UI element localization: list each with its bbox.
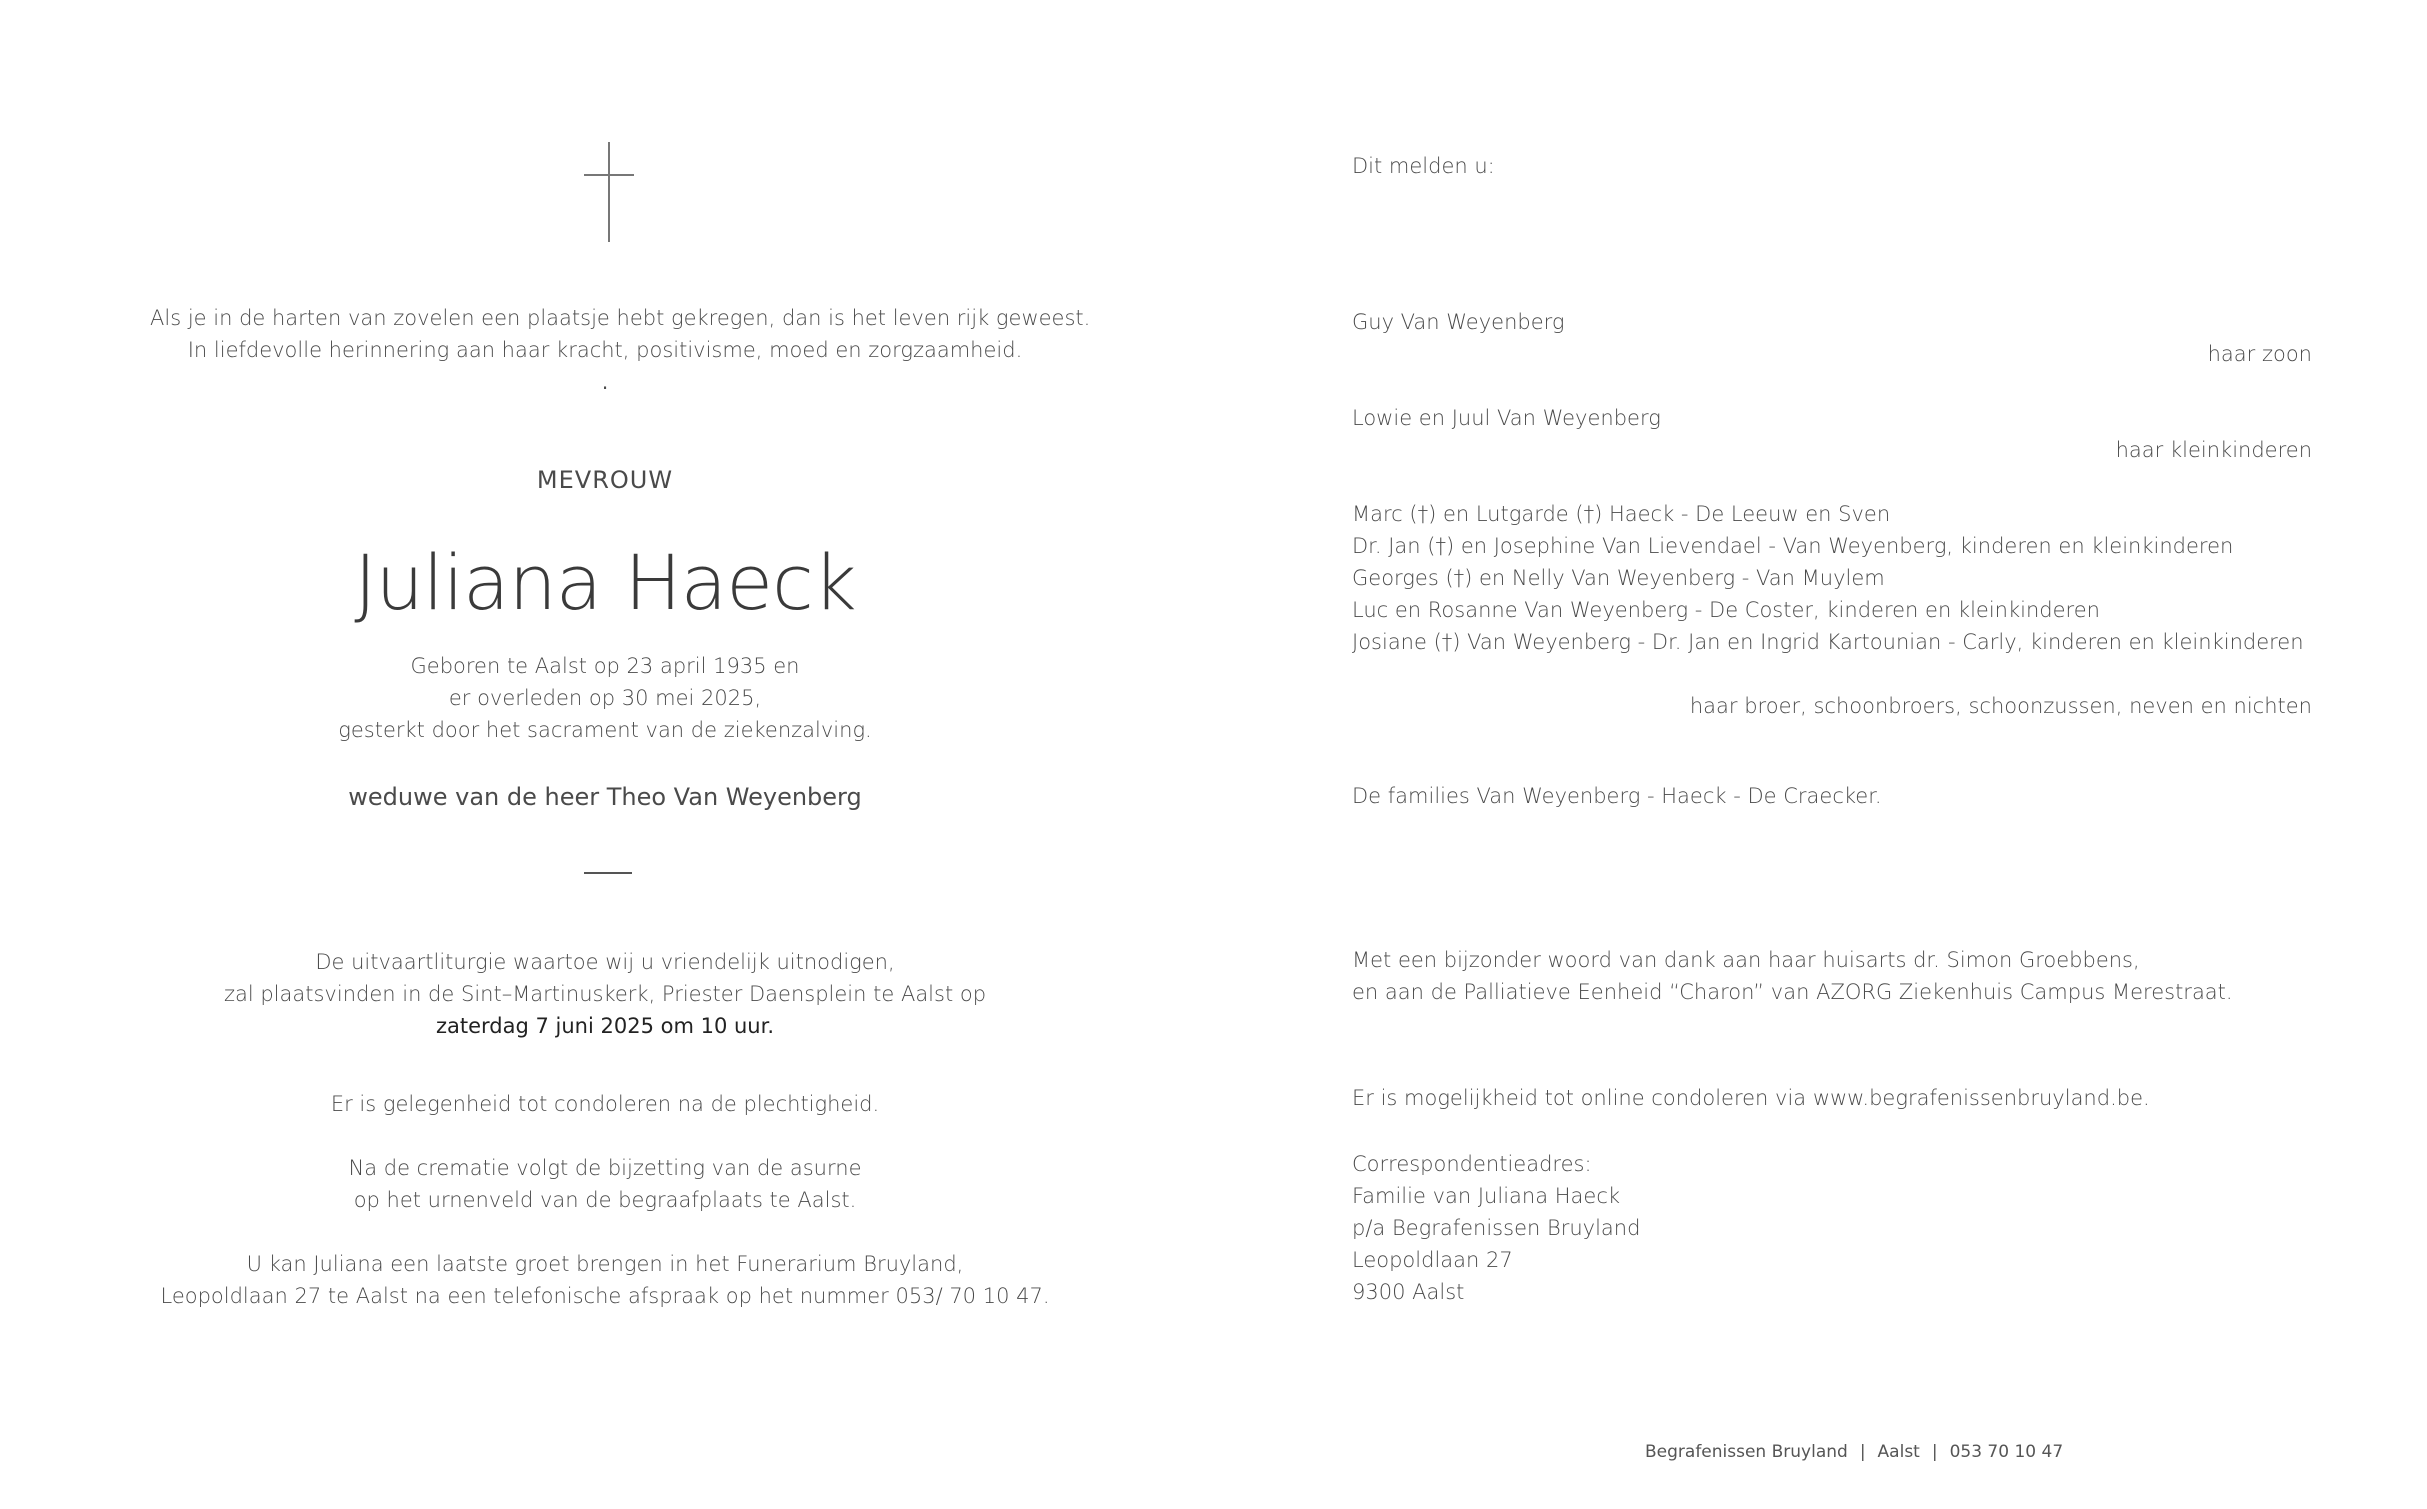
address-heading: Correspondentieadres: [1352,1152,1592,1176]
siblings-relation: haar broer, schoonbroers, schoonzussen, neven en nichten [1689,694,2312,718]
families-line: De families Van Weyenberg - Haeck - De Craecker. [1352,784,1882,808]
address-line-1: Familie van Juliana Haeck [1352,1184,1621,1208]
cremation-line-2: op het urnenveld van de begraafplaats te Aalst. [353,1188,857,1212]
sibling-line-1: Marc (†) en Lutgarde (†) Haeck - De Leeuw en Sven [1352,502,1891,526]
address-line-3: Leopoldlaan 27 [1352,1248,1513,1272]
grandchildren-names: Lowie en Juul Van Weyenberg [1352,406,1661,430]
cremation-line-1: Na de crematie volgt de bijzetting van de asurne [348,1156,862,1180]
grandchildren-relation: haar kleinkinderen [2115,438,2312,462]
intro-line: Dit melden u: [1352,154,1495,178]
cross-icon [584,142,634,242]
service-date: zaterdag 7 juni 2025 om 10 uur. [435,1014,774,1038]
sibling-line-2: Dr. Jan (†) en Josephine Van Lievendael - Van Weyenberg, kinderen en kleinkinderen [1352,534,2234,558]
visit-line-1: U kan Juliana een laatste groet brengen in het Funerarium Bruyland, [246,1252,964,1276]
footer-phone: 053 70 10 47 [1949,1442,2064,1462]
divider-line [584,872,632,874]
service-line-2: zal plaatsvinden in de Sint–Martinuskerk, Priester Daensplein te Aalst op [223,982,987,1006]
birth-line-2: er overleden op 30 mei 2025, [448,686,762,710]
birth-line-1: Geboren te Aalst op 23 april 1935 en [410,654,800,678]
quote-dot: . [601,370,609,394]
condolence-line: Er is gelegenheid tot condoleren na de plechtigheid. [330,1092,880,1116]
sibling-line-3: Georges (†) en Nelly Van Weyenberg - Van Muylem [1352,566,1885,590]
birth-line-3: gesterkt door het sacrament van de ziekenzalving. [338,718,872,742]
address-line-4: 9300 Aalst [1352,1280,1465,1304]
widow-line: weduwe van de heer Theo Van Weyenberg [348,783,862,811]
footer-company: Begrafenissen Bruyland [1645,1442,1848,1462]
visit-line-2: Leopoldlaan 27 te Aalst na een telefonische afspraak op het nummer 053/ 70 10 47. [160,1284,1050,1308]
thanks-line-1: Met een bijzonder woord van dank aan haar huisarts dr. Simon Groebbens, [1352,948,2140,972]
footer-separator: | [1931,1442,1938,1462]
address-line-2: p/a Begrafenissen Bruyland [1352,1216,1641,1240]
son-relation: haar zoon [2207,342,2312,366]
sibling-line-5: Josiane (†) Van Weyenberg - Dr. Jan en Ingrid Kartounian - Carly, kinderen en kleinkinderen [1352,630,2304,654]
online-condolence-line: Er is mogelijkheid tot online condoleren via www.begrafenissenbruyland.be. [1352,1086,2150,1110]
quote-line-2: In liefdevolle herinnering aan haar kracht, positivisme, moed en zorgzaamheid. [187,338,1023,362]
sibling-line-4: Luc en Rosanne Van Weyenberg - De Coster, kinderen en kleinkinderen [1352,598,2100,622]
thanks-line-2: en aan de Palliatieve Eenheid “Charon” van AZORG Ziekenhuis Campus Merestraat. [1352,980,2233,1004]
deceased-name: Juliana Haeck [354,538,856,627]
footer [1645,1440,2245,1464]
footer-separator: | [1859,1442,1866,1462]
footer-city: Aalst [1877,1442,1920,1462]
salutation: MEVROUW [536,466,674,494]
quote-line-1: Als je in de harten van zovelen een plaatsje hebt gekregen, dan is het leven rijk geweest. [150,306,1091,330]
service-line-1: De uitvaartliturgie waartoe wij u vriendelijk uitnodigen, [315,950,895,974]
son-name: Guy Van Weyenberg [1352,310,1565,334]
